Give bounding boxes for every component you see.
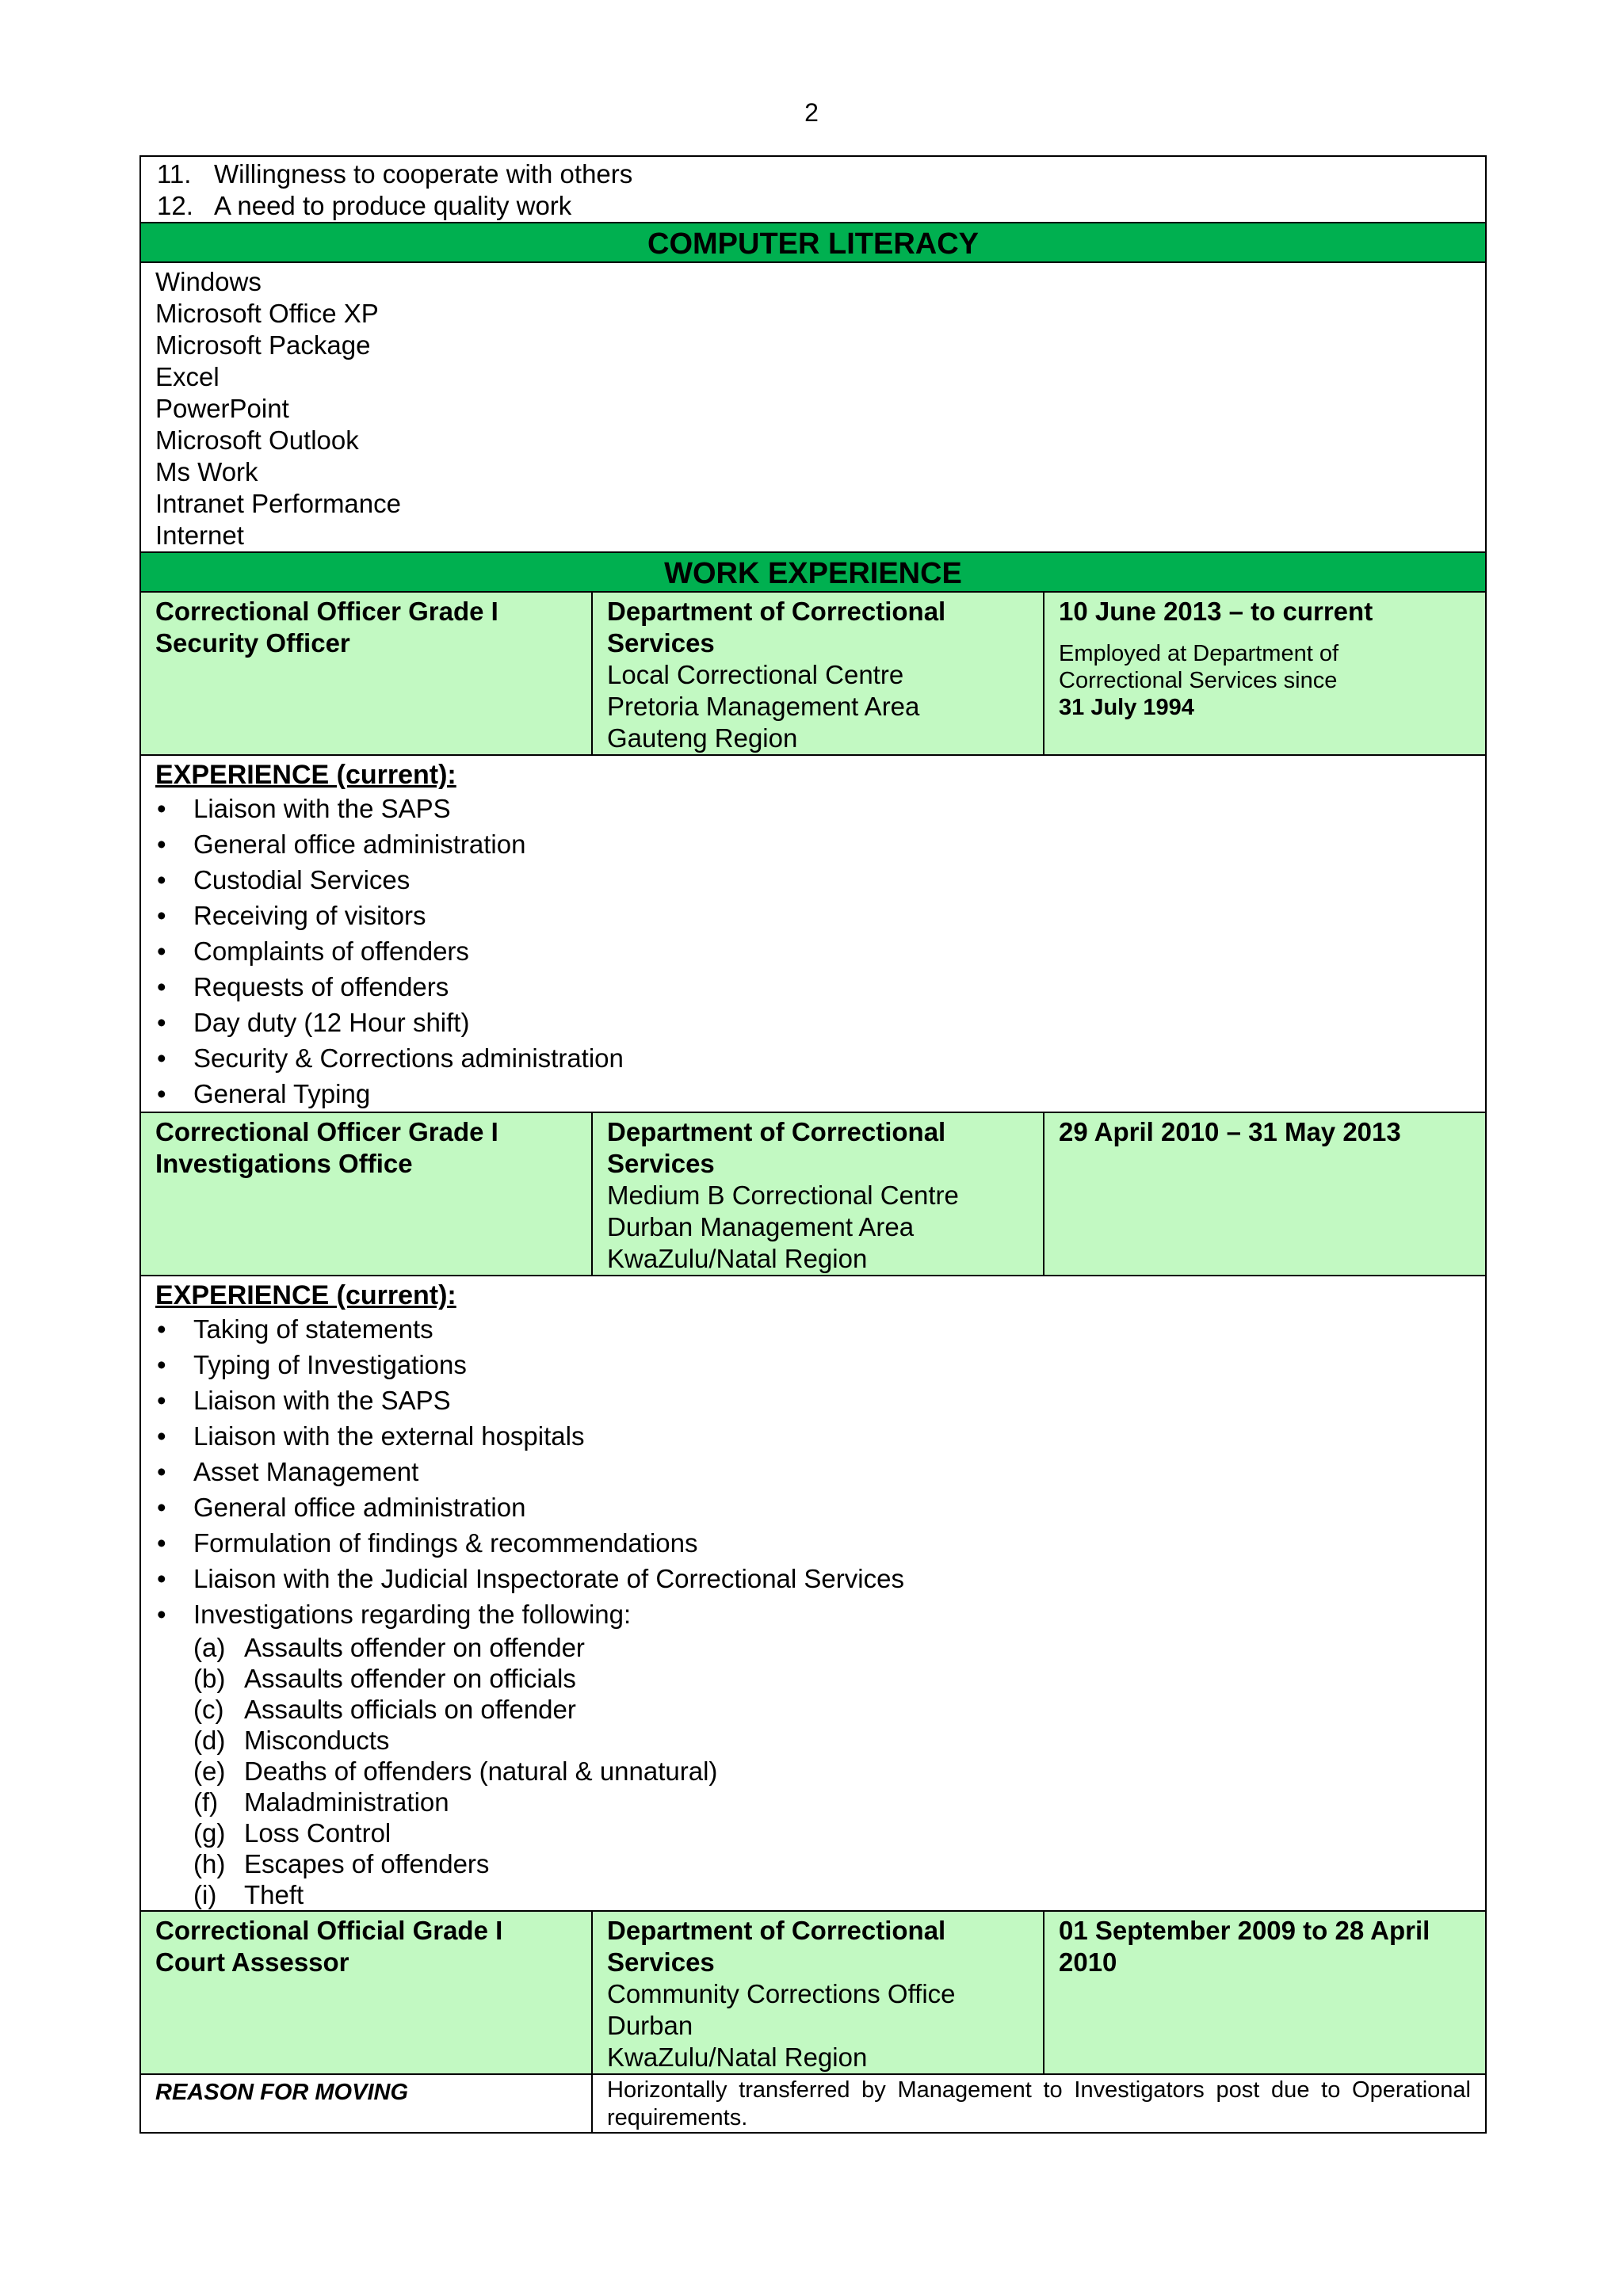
skill-item: PowerPoint [155, 394, 289, 423]
work-experience-header [140, 552, 1486, 592]
numbered-item: 11. Willingness to cooperate with others [157, 159, 633, 189]
experience-block [140, 755, 1486, 1112]
job-row [140, 1112, 1486, 1276]
experience-title: EXPERIENCE (current): [155, 1280, 456, 1310]
list-item: • Formulation of findings & recommendations [157, 1528, 698, 1558]
list-item: • General Typing [157, 1079, 371, 1108]
numbered-items-row [140, 156, 1486, 223]
list-item: • Investigations regarding the following: [157, 1600, 632, 1629]
job-title: Correctional Officer Grade I Security Officer [140, 592, 592, 755]
job-period: 29 April 2010 – 31 May 2013 [1044, 1112, 1486, 1276]
job-title: Correctional Official Grade I Court Assessor [140, 1911, 592, 2074]
job-title: Correctional Officer Grade I Investigations Office [140, 1112, 592, 1276]
sub-item: (i) Theft [193, 1880, 304, 1909]
list-item: • Typing of Investigations [157, 1350, 467, 1379]
computer-literacy-header [140, 223, 1486, 262]
list-item: • Liaison with the SAPS [157, 1386, 451, 1415]
job-row [140, 592, 1486, 755]
cv-table [139, 155, 1487, 2134]
sub-item: (g) Loss Control [193, 1818, 391, 1848]
investigation-types [155, 1632, 1471, 1910]
job-period: 01 September 2009 to 28 April 2010 [1044, 1911, 1486, 2074]
list-item: • Taking of statements [157, 1314, 433, 1344]
list-item: • General office administration [157, 830, 526, 859]
section-heading: WORK EXPERIENCE [140, 552, 1486, 592]
page-number: 2 [804, 98, 819, 127]
sub-item: (a) Assaults offender on offender [193, 1633, 585, 1662]
skill-item: Ms Work [155, 457, 258, 486]
reason-label: REASON FOR MOVING [140, 2074, 592, 2133]
computer-literacy-list [140, 262, 1486, 552]
job-department: Department of Correctional Services Community Corrections Office Durban KwaZulu/Natal Region [592, 1911, 1044, 2074]
list-item: • Liaison with the external hospitals [157, 1421, 585, 1451]
list-item: • Day duty (12 Hour shift) [157, 1008, 470, 1037]
skill-item: Microsoft Package [155, 330, 371, 360]
list-item: • Liaison with the SAPS [157, 794, 451, 823]
list-item: • Receiving of visitors [157, 901, 426, 930]
section-heading: COMPUTER LITERACY [140, 223, 1486, 262]
numbered-item: 12. A need to produce quality work [157, 191, 572, 220]
sub-item: (d) Misconducts [193, 1726, 390, 1755]
list-item: • Asset Management [157, 1457, 419, 1486]
reason-text: Horizontally transferred by Management to Investigators post due to Operational requirements. [592, 2074, 1486, 2133]
job-department: Department of Correctional Services Medium B Correctional Centre Durban Management Area KwaZulu/Natal Region [592, 1112, 1044, 1276]
list-item: • Requests of offenders [157, 972, 449, 1001]
employment-note: Employed at Department of Correctional Services since 31 July 1994 [1059, 641, 1339, 720]
experience-block [140, 1276, 1486, 1911]
sub-item: (h) Escapes of offenders [193, 1849, 490, 1878]
list-item: • General office administration [157, 1493, 526, 1522]
sub-item: (c) Assaults officials on offender [193, 1695, 576, 1724]
skill-item: Windows [155, 267, 262, 296]
list-item: • Security & Corrections administration [157, 1043, 624, 1073]
job-department: Department of Correctional Services Local Correctional Centre Pretoria Management Area Gauteng Region [592, 592, 1044, 755]
sub-item: (f) Maladministration [193, 1787, 449, 1817]
list-item: • Liaison with the Judicial Inspectorate of Correctional Services [157, 1564, 904, 1593]
list-item: • Custodial Services [157, 865, 411, 894]
job-row [140, 1911, 1486, 2074]
skill-item: Microsoft Outlook [155, 425, 359, 455]
skill-item: Intranet Performance [155, 489, 401, 518]
sub-item: (b) Assaults offender on officials [193, 1664, 576, 1693]
list-item: • Complaints of offenders [157, 936, 469, 966]
sub-item: (e) Deaths of offenders (natural & unnatural) [193, 1756, 718, 1786]
skill-item: Microsoft Office XP [155, 299, 379, 328]
skill-item: Internet [155, 521, 244, 550]
experience-title: EXPERIENCE (current): [155, 760, 456, 790]
reason-row [140, 2074, 1486, 2133]
skill-item: Excel [155, 362, 220, 391]
job-period: 10 June 2013 – to current Employed at Department of Correctional Services since 31 July 1994 [1044, 592, 1486, 755]
